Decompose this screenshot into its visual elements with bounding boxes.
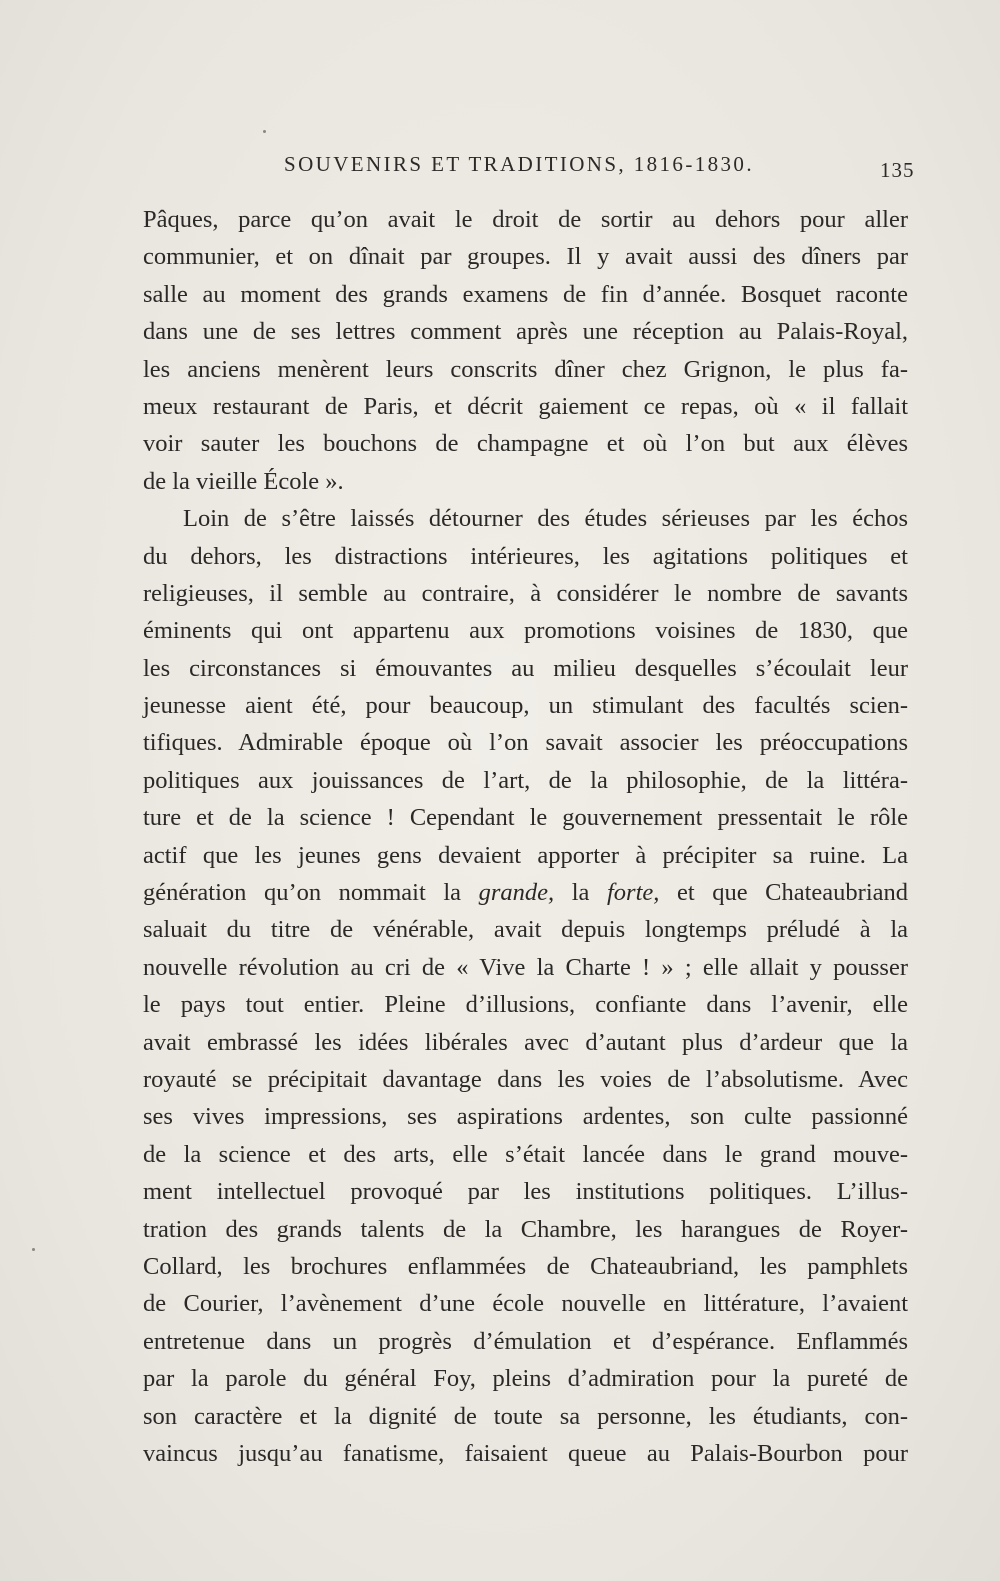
text-line: royauté se précipitait davantage dans les voies de l’absolutisme. Avec [143, 1065, 908, 1093]
running-head: SOUVENIRS ET TRADITIONS, 1816-1830. [284, 152, 754, 176]
text-line: saluait du titre de vénérable, avait depuis longtemps préludé à la [143, 916, 908, 944]
text-line: Loin de s’être laissés détourner des études sérieuses par les échos [183, 505, 908, 533]
text-line: communier, et on dînait par groupes. Il y avait aussi des dîners par [143, 243, 908, 271]
text-line: politiques aux jouissances de l’art, de la philosophie, de la littéra- [143, 766, 908, 794]
text-line-with-italics [143, 874, 908, 911]
text-line: religieuses, il semble au contraire, à considérer le nombre de savants [143, 579, 908, 607]
paper-speck [263, 130, 266, 133]
text-run: génération qu’on nommait la [143, 879, 479, 907]
text-line: entretenue dans un progrès d’émulation et d’espérance. Enflammés [143, 1327, 908, 1355]
text-line: de la science et des arts, elle s’était lancée dans le grand mouve- [143, 1140, 908, 1168]
text-line: ture et de la science ! Cependant le gouvernement pressentait le rôle [143, 804, 908, 832]
page-number: 135 [880, 158, 915, 182]
text-line: jeunesse aient été, pour beaucoup, un stimulant des facultés scien- [143, 692, 908, 720]
italic-word-forte: forte, [606, 879, 660, 907]
body-text [143, 201, 908, 1472]
text-line: Collard, les brochures enflammées de Chateaubriand, les pamphlets [143, 1252, 908, 1280]
text-line: éminents qui ont appartenu aux promotions voisines de 1830, que [143, 617, 908, 645]
text-line: actif que les jeunes gens devaient apporter à précipiter sa ruine. La [143, 841, 908, 869]
text-line: nouvelle révolution au cri de « Vive la Charte ! » ; elle allait y pousser [143, 953, 908, 981]
text-line: par la parole du général Foy, pleins d’admiration pour la pureté de [143, 1365, 908, 1393]
text-line: Pâques, parce qu’on avait le droit de sortir au dehors pour aller [143, 206, 908, 233]
text-run: et que Chateaubriand [659, 879, 909, 907]
text-line: tifiques. Admirable époque où l’on savait associer les préoccupations [143, 729, 908, 757]
italic-word-grande: grande, [478, 879, 555, 907]
text-line: les anciens menèrent leurs conscrits dîner chez Grignon, le plus fa- [143, 355, 908, 383]
text-line: de Courier, l’avènement d’une école nouvelle en littérature, l’avaient [143, 1290, 908, 1318]
paper-speck [32, 1248, 35, 1251]
text-line: avait embrassé les idées libérales avec d’autant plus d’ardeur que la [143, 1028, 908, 1056]
text-line: voir sauter les bouchons de champagne et où l’on but aux élèves [143, 430, 908, 458]
text-line: ment intellectuel provoqué par les institutions politiques. L’illus- [143, 1178, 908, 1206]
text-line: les circonstances si émouvantes au milieu desquelles s’écoulait leur [143, 654, 908, 682]
text-line: le pays tout entier. Pleine d’illusions, confiante dans l’avenir, elle [143, 991, 908, 1019]
text-line: vaincus jusqu’au fanatisme, faisaient queue au Palais-Bourbon pour [143, 1439, 908, 1467]
text-run: la [554, 879, 607, 907]
text-line: meux restaurant de Paris, et décrit gaiement ce repas, où « il fallait [143, 392, 908, 420]
text-line: tration des grands talents de la Chambre, les harangues de Royer- [143, 1215, 908, 1243]
text-line: salle au moment des grands examens de fin d’année. Bosquet raconte [143, 280, 908, 308]
text-line: du dehors, les distractions intérieures, les agitations politiques et [143, 542, 908, 570]
text-line: son caractère et la dignité de toute sa personne, les étudiants, con- [143, 1402, 908, 1430]
text-line: de la vieille École ». [143, 467, 344, 495]
text-line: dans une de ses lettres comment après une réception au Palais-Royal, [143, 318, 908, 346]
text-line: ses vives impressions, ses aspirations ardentes, son culte passionné [143, 1103, 908, 1131]
